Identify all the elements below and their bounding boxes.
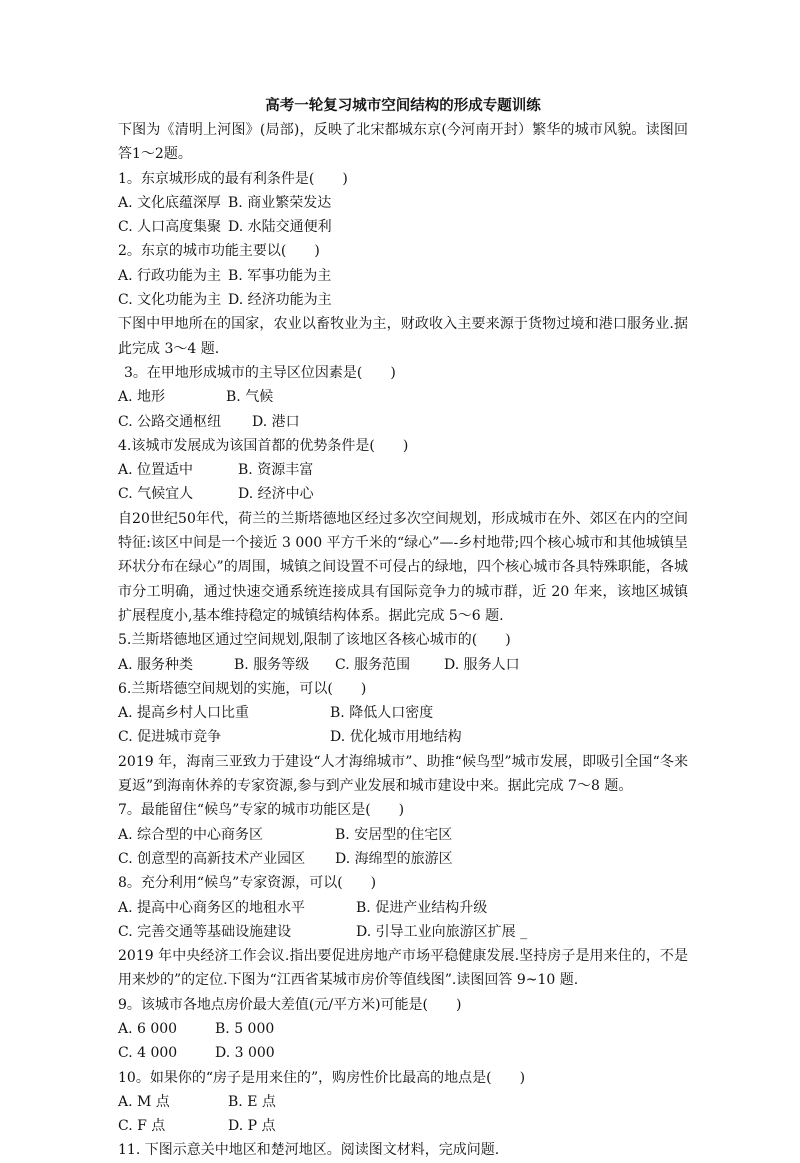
option-7b: B. 安居型的住宅区 [335, 826, 453, 843]
option-6b: B. 降低人口密度 [330, 705, 434, 722]
option-5c: C. 服务范围 [335, 656, 411, 673]
option-8d: D. 引导工业向旅游区扩展 _ [356, 923, 528, 940]
option-6d: D. 优化城市用地结构 [330, 729, 462, 746]
question-4-options-row-1 [118, 458, 688, 482]
option-1b: B. 商业繁荣发达 [228, 194, 332, 211]
question-10-stem: 10。如果你的“房子是用来住的”，购房性价比最高的地点是( ) [118, 1069, 526, 1086]
option-4b: B. 资源丰富 [238, 462, 314, 479]
question-7-stem: 7。最能留住“候鸟”专家的城市功能区是( ) [118, 802, 405, 819]
question-8-options-row-2 [118, 920, 688, 944]
option-4c: C. 气候宜人 [118, 486, 194, 503]
intro-q1-2: 下图为《清明上河图》(局部)，反映了北宋都城东京(今河南开封）繁华的城市风貌。读图回答1～2题。 [118, 122, 688, 163]
option-9a: A. 6 000 [118, 1020, 178, 1037]
question-10-options-row-2 [118, 1114, 688, 1138]
question-7-options-row-1 [118, 823, 688, 847]
option-10d: D. P 点 [228, 1118, 276, 1135]
option-5d: D. 服务人口 [444, 656, 520, 673]
option-3b: B. 气候 [226, 389, 274, 406]
question-3-options-row-2 [118, 410, 688, 434]
intro-q9-10: 2019 年中央经济工作会议.指出要促进房地产市场平稳健康发展.坚持房子是用来住的，不是用来炒的”的定位.下图为“江西省某城市房价等值线图”.读图回答 9~10 题. [118, 948, 688, 989]
question-9-stem: 9。该城市各地点房价最大差值(元/平方米)可能是( ) [118, 996, 462, 1013]
question-6-options-row-1 [118, 701, 688, 725]
option-2a: A. 行政功能为主 [118, 267, 222, 284]
question-2-options-row-1 [118, 264, 688, 288]
option-10a: A. M 点 [118, 1093, 170, 1110]
question-9-options-row-2 [118, 1041, 688, 1065]
document-page [118, 94, 688, 1163]
intro-q5-6: 自20世纪50年代，荷兰的兰斯塔德地区经过多次空间规划，形成城市在外、郊区在内的空间特征:该区中间是一个接近 3 000 平方千米的“绿心”—-乡村地带;四个核心城市和其他城镇呈环状分布在绿心”的周围，城镇之间设置不可侵占的绿地，四个核心城市各具特殊职能，各城市分工明确，通过快速交通系统连接成具有国际竞争力的城市群，近 20 年来，该地区城镇扩展程度小,基本维持稳定的城镇结构体系。据此完成 5～6 题. [118, 510, 688, 624]
question-7-options-row-2 [118, 847, 688, 871]
intro-q3-4: 下图中甲地所在的国家，农业以畜牧业为主，财政收入主要来源于货物过境和港口服务业.据此完成 3～4 题. [118, 316, 688, 357]
option-4a: A. 位置适中 [118, 462, 194, 479]
option-2c: C. 文化功能为主 [118, 292, 222, 309]
question-3-stem: 3。在甲地形成城市的主导区位因素是( ) [124, 364, 396, 381]
question-10-options-row-1 [118, 1090, 688, 1114]
option-9b: B. 5 000 [215, 1020, 275, 1037]
option-2d: D. 经济功能为主 [228, 292, 332, 309]
question-4-options-row-2 [118, 482, 688, 506]
question-8-options-row-1 [118, 896, 688, 920]
option-1c: C. 人口高度集聚 [118, 219, 222, 236]
option-8a: A. 提高中心商务区的地租水平 [118, 899, 306, 916]
option-5b: B. 服务等级 [234, 656, 310, 673]
option-1a: A. 文化底蕴深厚 [118, 194, 222, 211]
option-3a: A. 地形 [118, 389, 166, 406]
question-2-options-row-2 [118, 288, 688, 312]
question-6-stem: 6.兰斯塔德空间规划的实施，可以( ) [118, 680, 367, 697]
intro-q7-8: 2019 年，海南三亚致力于建设“人才海绵城市”、助推“候鸟型”城市发展，即吸引全国“冬来夏返”到海南休养的专家资源,参与到产业发展和城市建设中来。据此完成 7～8 题。 [118, 753, 688, 795]
option-5a: A. 服务种类 [118, 656, 194, 673]
question-8-stem: 8。充分利用“候鸟”专家资源，可以( ) [118, 875, 377, 892]
question-6-options-row-2 [118, 725, 688, 749]
option-8c: C. 完善交通等基础设施建设 [118, 923, 292, 940]
option-3d: D. 港口 [252, 413, 300, 430]
question-1-options-row-2 [118, 215, 688, 239]
option-7c: C. 创意型的高新技术产业园区 [118, 850, 306, 867]
option-9c: C. 4 000 [118, 1045, 178, 1062]
question-11-stem: 11. 下图示意关中地区和楚河地区。阅读图文材料，完成问题. [118, 1142, 500, 1159]
option-7a: A. 综合型的中心商务区 [118, 826, 264, 843]
option-1d: D. 水陆交通便利 [228, 219, 332, 236]
option-2b: B. 军事功能为主 [228, 267, 332, 284]
option-3c: C. 公路交通枢纽 [118, 413, 222, 430]
document-title: 高考一轮复习城市空间结构的形成专题训练 [265, 97, 541, 114]
option-6a: A. 提高乡村人口比重 [118, 705, 250, 722]
question-1-options-row-1 [118, 191, 688, 215]
option-10c: C. F 点 [118, 1118, 166, 1135]
option-4d: D. 经济中心 [238, 486, 314, 503]
question-5-stem: 5.兰斯塔德地区通过空间规划,限制了该地区各核心城市的( ) [118, 632, 511, 649]
option-7d: D. 海绵型的旅游区 [335, 850, 453, 867]
option-6c: C. 促进城市竞争 [118, 729, 222, 746]
question-1-stem: 1。东京城形成的最有利条件是( ) [118, 170, 348, 187]
question-3-options-row-1 [118, 385, 688, 409]
question-2-stem: 2。东京的城市功能主要以( ) [118, 243, 320, 260]
question-4-stem: 4.该城市发展成为该国首都的优势条件是( ) [118, 437, 409, 454]
question-5-options [118, 653, 688, 677]
option-10b: B. E 点 [228, 1093, 276, 1110]
option-8b: B. 促进产业结构升级 [356, 899, 488, 916]
option-9d: D. 3 000 [215, 1045, 275, 1062]
question-9-options-row-1 [118, 1017, 688, 1041]
